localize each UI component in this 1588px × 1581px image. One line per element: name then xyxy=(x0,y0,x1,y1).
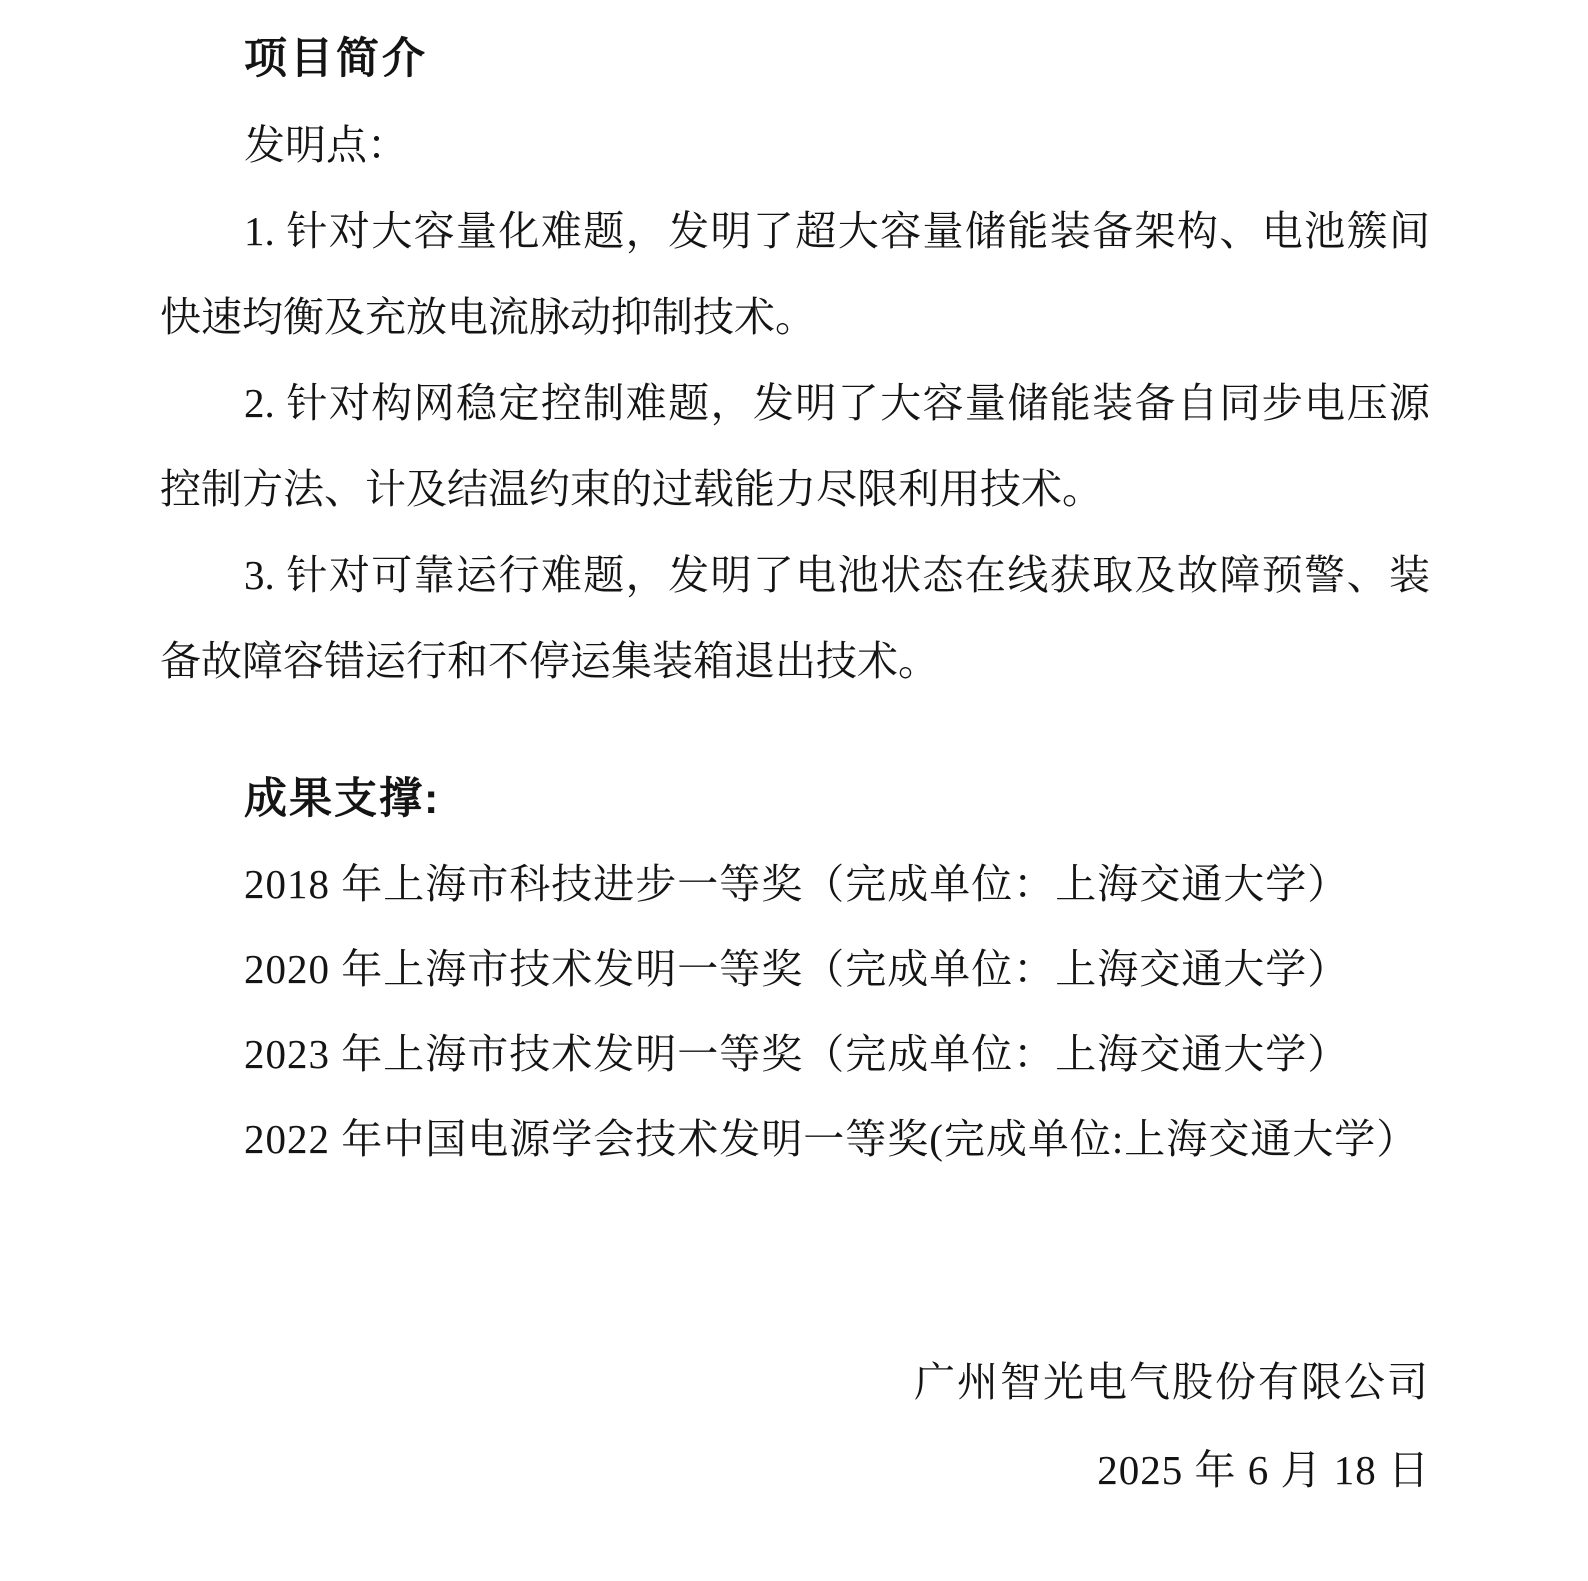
invention-point-3: 3. 针对可靠运行难题，发明了电池状态在线获取及故障预警、装备故障容错运行和不停运集装箱退出技术。 xyxy=(160,552,1430,684)
invention-points-label: 发明点： xyxy=(244,122,408,168)
invention-point-1: 1. 针对大容量化难题，发明了超大容量储能装备架构、电池簇间快速均衡及充放电流脉动抑制技术。 xyxy=(160,208,1430,340)
award-line-2022: 2022 年中国电源学会技术发明一等奖(完成单位:上海交通大学） xyxy=(244,1116,1419,1162)
signature-block xyxy=(160,1338,1430,1514)
invention-point-2: 2. 针对构网稳定控制难题，发明了大容量储能装备自同步电压源控制方法、计及结温约束的过载能力尽限利用技术。 xyxy=(160,380,1430,512)
award-line-2023: 2023 年上海市技术发明一等奖（完成单位：上海交通大学） xyxy=(244,1031,1350,1077)
signature-company: 广州智光电气股份有限公司 xyxy=(914,1359,1430,1405)
signature-date: 2025 年 6 月 18 日 xyxy=(1097,1447,1430,1493)
document-title: 项目简介 xyxy=(244,35,428,83)
award-line-2020: 2020 年上海市技术发明一等奖（完成单位：上海交通大学） xyxy=(244,946,1350,992)
achievements-heading: 成果支撑: xyxy=(244,775,441,823)
award-line-2018: 2018 年上海市科技进步一等奖（完成单位：上海交通大学） xyxy=(244,861,1350,907)
